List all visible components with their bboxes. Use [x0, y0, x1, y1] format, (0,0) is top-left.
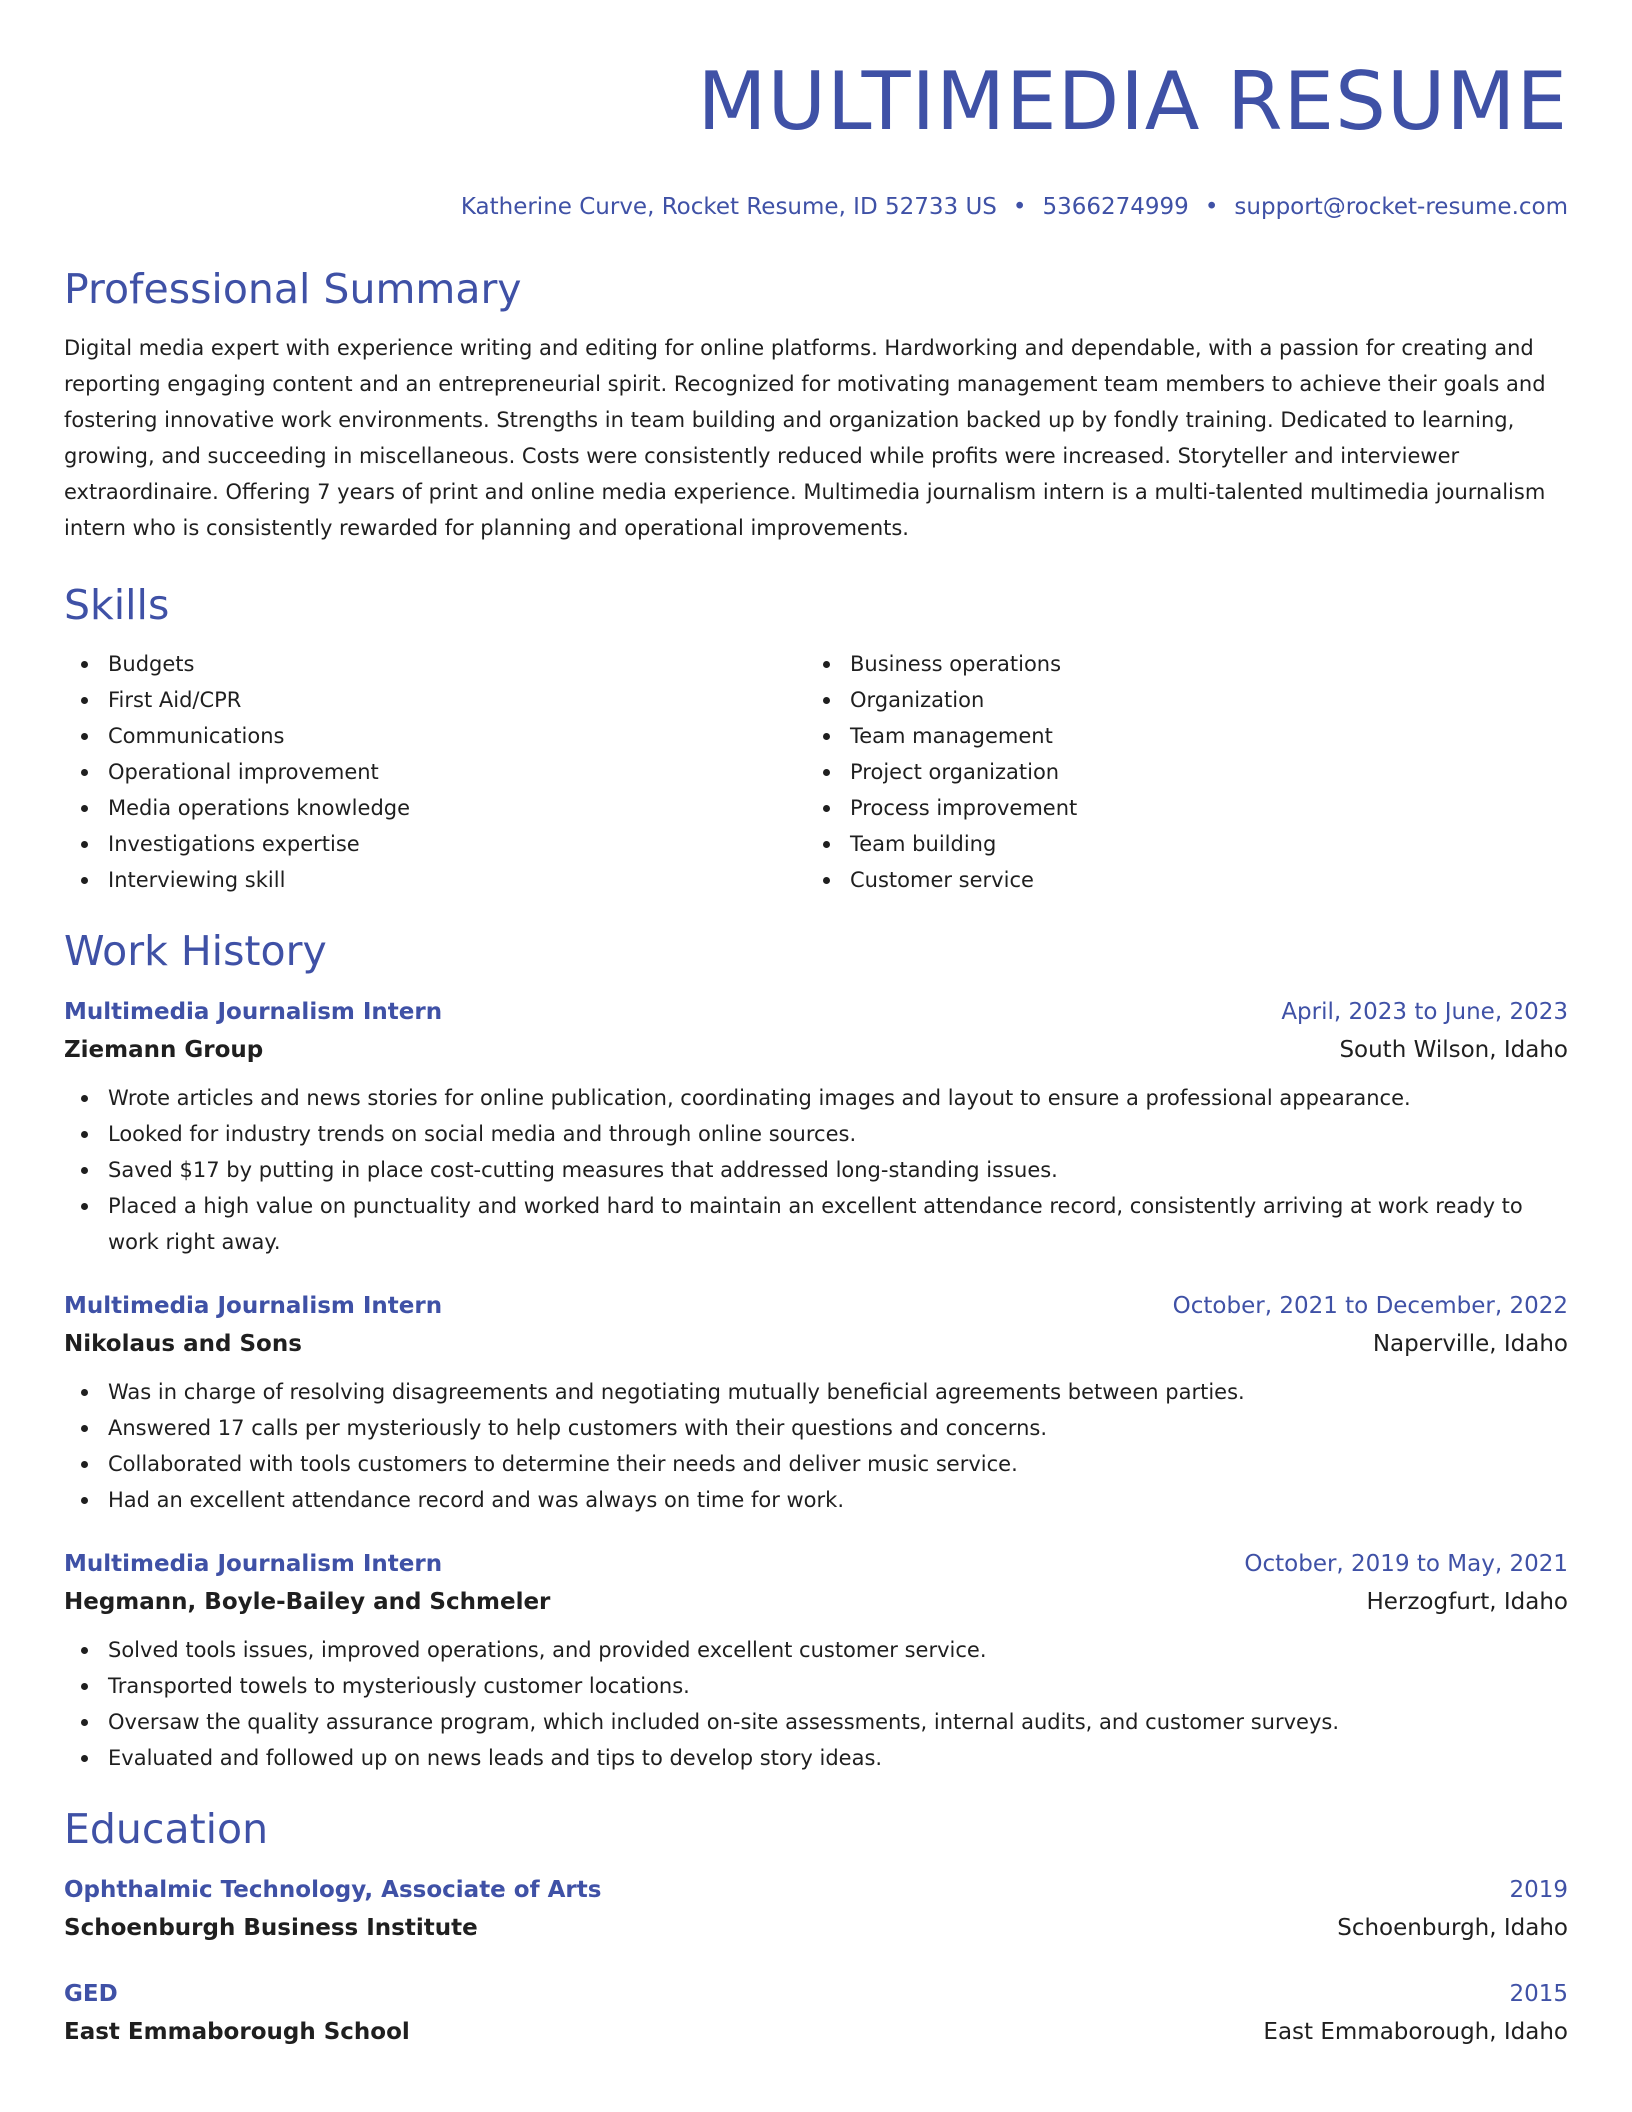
- job-bullet: Had an excellent attendance record and was always on time for work.: [64, 1482, 1568, 1518]
- education-degree: GED: [64, 1981, 118, 2007]
- job-bullet: Wrote articles and news stories for online publication, coordinating images and layout to ensure a professional appearance.: [64, 1080, 1568, 1116]
- job-bullet: Transported towels to mysteriously customer locations.: [64, 1668, 1568, 1704]
- job-title: Multimedia Journalism Intern: [64, 999, 443, 1025]
- job-bullet: Placed a high value on punctuality and worked hard to maintain an excellent attendance record, consistently arriving at work ready to work right away.: [64, 1188, 1568, 1260]
- job-bullets: [64, 1374, 1568, 1518]
- job-location: Naperville, Idaho: [1372, 1331, 1568, 1357]
- skill-item: Organization: [806, 682, 1548, 718]
- job-bullet: Solved tools issues, improved operations, and provided excellent customer service.: [64, 1632, 1568, 1668]
- skill-item: Customer service: [806, 862, 1548, 898]
- contact-address: Katherine Curve, Rocket Resume, ID 52733 US: [460, 194, 997, 220]
- education-year: 2015: [1509, 1981, 1568, 2007]
- skill-item: Team building: [806, 826, 1548, 862]
- job-dates: April, 2023 to June, 2023: [1281, 999, 1568, 1025]
- skills-columns: [64, 646, 1568, 898]
- skill-item: Communications: [64, 718, 806, 754]
- skills-list-left: [64, 646, 806, 898]
- work-history-section: [64, 926, 1568, 1776]
- work-history-heading: Work History: [64, 927, 327, 975]
- summary-text: Digital media expert with experience writing and editing for online platforms. Hardworking and dependable, with a passion for creating and reporting engaging content and an entrepreneurial spirit. Recognized for motivating management team members to achieve their goals and fostering innovative work environments. Strengths in team building and organization backed up by fondly training. Dedicated to learning, growing, and succeeding in miscellaneous. Costs were consistently reduced while profits were increased. Storyteller and interviewer extraordinaire. Offering 7 years of print and online media experience. Multimedia journalism intern is a multi-talented multimedia journalism intern who is consistently rewarded for planning and operational improvements.: [64, 336, 1546, 540]
- job-location: South Wilson, Idaho: [1339, 1037, 1568, 1063]
- skills-heading: Skills: [64, 581, 170, 629]
- resume-header: [64, 0, 1568, 222]
- skill-item: First Aid/CPR: [64, 682, 806, 718]
- job-dates: October, 2021 to December, 2022: [1172, 1293, 1568, 1319]
- education-entry: [64, 1976, 1568, 2052]
- education-degree: Ophthalmic Technology, Associate of Arts: [64, 1877, 602, 1903]
- resume-title: MULTIMEDIA RESUME: [697, 55, 1568, 148]
- job-entry: [64, 1546, 1568, 1776]
- job-bullets: [64, 1632, 1568, 1776]
- education-location: East Emmaborough, Idaho: [1263, 2019, 1568, 2045]
- job-bullet: Collaborated with tools customers to determine their needs and deliver music service.: [64, 1446, 1568, 1482]
- education-section: [64, 1804, 1568, 2052]
- education-year: 2019: [1509, 1877, 1568, 1903]
- skill-item: Interviewing skill: [64, 862, 806, 898]
- contact-line: [64, 192, 1568, 222]
- job-dates: October, 2019 to May, 2021: [1244, 1551, 1568, 1577]
- skills-list-right: [806, 646, 1548, 898]
- skill-item: Investigations expertise: [64, 826, 806, 862]
- skill-item: Process improvement: [806, 790, 1548, 826]
- job-bullet: Looked for industry trends on social media and through online sources.: [64, 1116, 1568, 1152]
- job-company: Ziemann Group: [64, 1037, 264, 1063]
- skill-item: Budgets: [64, 646, 806, 682]
- job-title: Multimedia Journalism Intern: [64, 1293, 443, 1319]
- education-entry: [64, 1872, 1568, 1948]
- job-bullet: Oversaw the quality assurance program, which included on-site assessments, internal audits, and customer surveys.: [64, 1704, 1568, 1740]
- job-location: Herzogfurt, Idaho: [1366, 1589, 1568, 1615]
- education-location: Schoenburgh, Idaho: [1337, 1915, 1568, 1941]
- skill-item: Media operations knowledge: [64, 790, 806, 826]
- job-company: Hegmann, Boyle-Bailey and Schmeler: [64, 1589, 551, 1615]
- job-bullet: Evaluated and followed up on news leads and tips to develop story ideas.: [64, 1740, 1568, 1776]
- job-bullets: [64, 1080, 1568, 1260]
- job-entry: [64, 1288, 1568, 1518]
- contact-email: support@rocket-resume.com: [1234, 194, 1568, 220]
- summary-section: [64, 264, 1568, 546]
- job-bullet: Saved $17 by putting in place cost-cutting measures that addressed long-standing issues.: [64, 1152, 1568, 1188]
- job-title: Multimedia Journalism Intern: [64, 1551, 443, 1577]
- education-school: Schoenburgh Business Institute: [64, 1915, 478, 1941]
- skill-item: Business operations: [806, 646, 1548, 682]
- contact-phone: 5366274999: [1042, 194, 1189, 220]
- summary-heading: Professional Summary: [64, 265, 522, 313]
- education-heading: Education: [64, 1805, 269, 1853]
- job-company: Nikolaus and Sons: [64, 1331, 302, 1357]
- skill-item: Team management: [806, 718, 1548, 754]
- skills-section: [64, 580, 1568, 898]
- skill-item: Operational improvement: [64, 754, 806, 790]
- skill-item: Project organization: [806, 754, 1548, 790]
- job-entry: [64, 994, 1568, 1260]
- job-bullet: Was in charge of resolving disagreements and negotiating mutually beneficial agreements between parties.: [64, 1374, 1568, 1410]
- contact-separator: •: [1012, 194, 1027, 220]
- education-school: East Emmaborough School: [64, 2019, 410, 2045]
- job-bullet: Answered 17 calls per mysteriously to help customers with their questions and concerns.: [64, 1410, 1568, 1446]
- contact-separator: •: [1204, 194, 1219, 220]
